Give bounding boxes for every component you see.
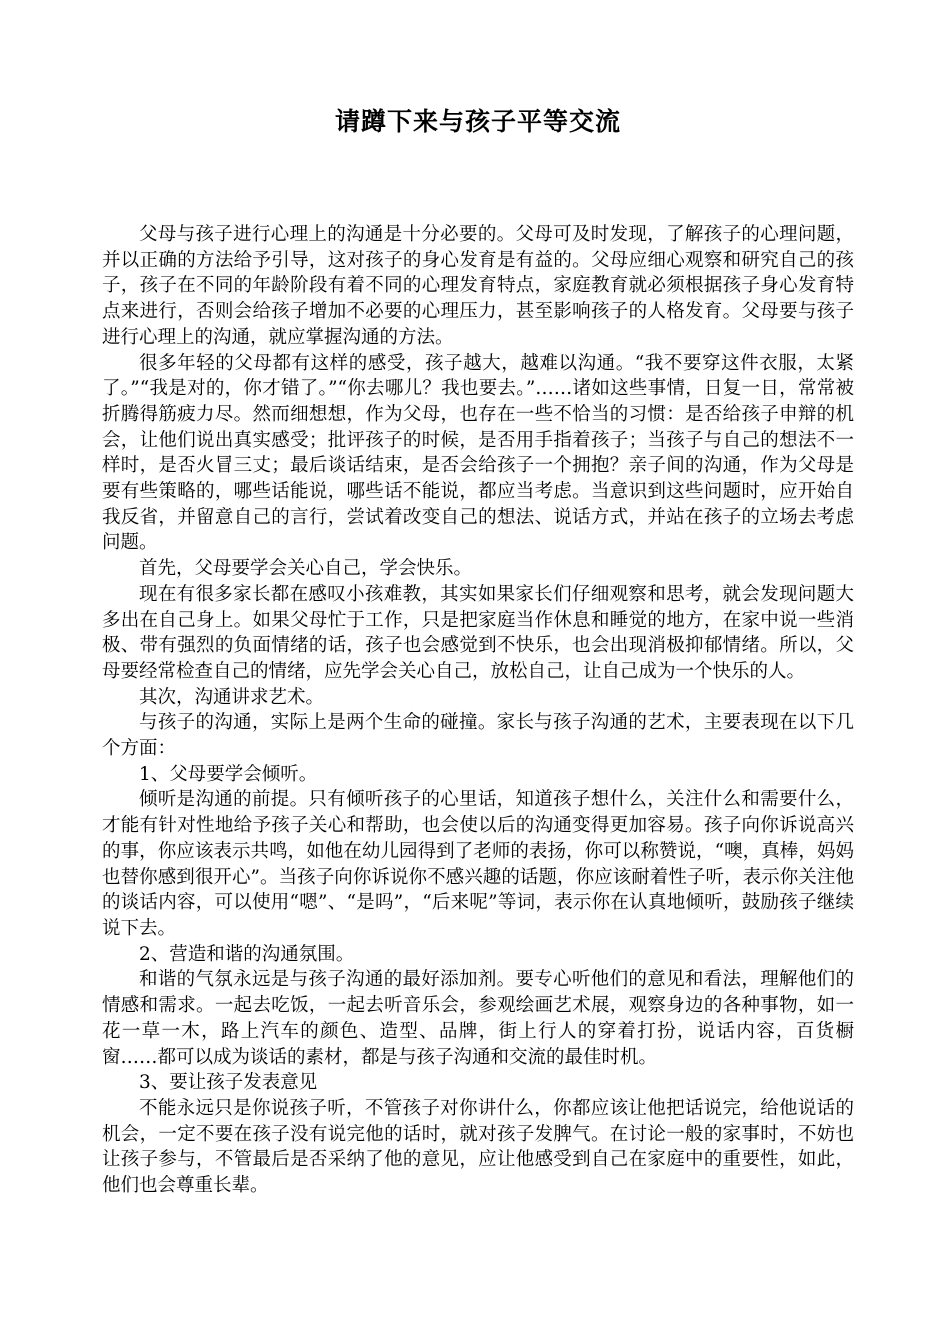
paragraph-6: 和谐的气氛永远是与孩子沟通的最好添加剂。要专心听他们的意见和看法，理解他们的情感和需求。一起去吃饭，一起去听音乐会，参观绘画艺术展，观察身边的各种事物，如一花一草一木，路上汽车的颜色、造型、品牌，街上行人的穿着打扮，说话内容，百货橱窗……都可以成为谈话的素材，都是与孩子沟通和交流的最佳时机。 bbox=[102, 969, 854, 1068]
paragraph-1: 父母与孩子进行心理上的沟通是十分必要的。父母可及时发现，了解孩子的心理问题，并以正确的方法给予引导，这对孩子的身心发育是有益的。父母应细心观察和研究自己的孩子，孩子在不同的年龄阶段有着不同的心理发育特点，家庭教育就必须根据孩子身心发育特点来进行，否则会给孩子增加不必要的心理压力，甚至影响孩子的人格发育。父母要与孩子进行心理上的沟通，就应掌握沟通的方法。 bbox=[102, 224, 854, 348]
list-heading-1: 1、父母要学会倾听。 bbox=[139, 763, 318, 785]
document-body bbox=[102, 222, 854, 1199]
section-heading-second: 其次，沟通讲求艺术。 bbox=[139, 686, 325, 708]
paragraph-3: 现在有很多家长都在感叹小孩难教，其实如果家长们仔细观察和思考，就会发现问题大多出在自己身上。如果父母忙于工作，只是把家庭当作休息和睡觉的地方，在家中说一些消极、带有强烈的负面情绪的话，孩子也会感觉到不快乐，也会出现消极抑郁情绪。所以，父母要经常检查自己的情绪，应先学会关心自己，放松自己，让自己成为一个快乐的人。 bbox=[102, 583, 854, 682]
section-heading-first: 首先，父母要学会关心自己，学会快乐。 bbox=[139, 558, 473, 580]
paragraph-7: 不能永远只是你说孩子听，不管孩子对你讲什么，你都应该让他把话说完，给他说话的机会，一定不要在孩子没有说完他的话时，就对孩子发脾气。在讨论一般的家事时，不妨也让孩子参与，不管最后是否采纳了他的意见，应让他感受到自己在家庭中的重要性，如此，他们也会尊重长辈。 bbox=[102, 1097, 854, 1197]
list-heading-2: 2、营造和谐的沟通氛围。 bbox=[139, 943, 355, 965]
paragraph-4: 与孩子的沟通，实际上是两个生命的碰撞。家长与孩子沟通的艺术，主要表现在以下几个方面： bbox=[102, 712, 854, 760]
paragraph-2: 很多年轻的父母都有这样的感受，孩子越大，越难以沟通。“我不要穿这件衣服，太紧了。”“我是对的，你才错了。”“你去哪儿？我也要去。”……诸如这些事情，日复一日，常常被折腾得筋疲力尽。然而细想想，作为父母，也存在一些不恰当的习惯：是否给孩子申辩的机会，让他们说出真实感受；批评孩子的时候，是否用手指着孩子；当孩子与自己的想法不一样时，是否火冒三丈；最后谈话结束，是否会给孩子一个拥抱？亲子间的沟通，作为父母是要有些策略的，哪些话能说，哪些话不能说，都应当考虑。当意识到这些问题时，应开始自我反省，并留意自己的言行，尝试着改变自己的想法、说话方式，并站在孩子的立场去考虑问题。 bbox=[102, 352, 854, 554]
document-title: 请蹲下来与孩子平等交流 bbox=[334, 107, 621, 136]
list-heading-3: 3、要让孩子发表意见 bbox=[139, 1072, 318, 1094]
paragraph-5: 倾听是沟通的前提。只有倾听孩子的心里话，知道孩子想什么，关注什么和需要什么，才能有针对性地给予孩子关心和帮助，也会使以后的沟通变得更加容易。孩子向你诉说高兴的事，你应该表示共鸣，如他在幼儿园得到了老师的表扬，你可以称赞说，“噢，真棒，妈妈也替你感到很开心”。当孩子向你诉说你不感兴趣的话题，你应该耐着性子听，表示你关注他的谈话内容，可以使用“嗯”、“是吗”，“后来呢”等词，表示你在认真地倾听，鼓励孩子继续说下去。 bbox=[102, 789, 854, 939]
